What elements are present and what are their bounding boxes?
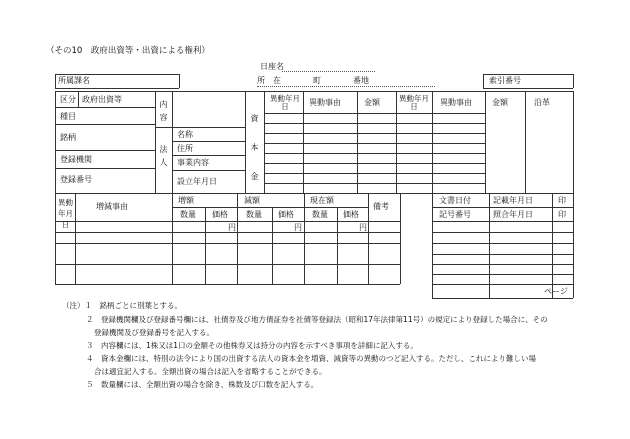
right-block-left — [432, 193, 433, 298]
left-row3 — [55, 150, 155, 151]
houjin-row3 — [172, 170, 245, 171]
cap-v5 — [485, 91, 486, 193]
cap-r3 — [264, 143, 485, 144]
right-mid — [432, 207, 573, 208]
dept-box-right — [179, 74, 180, 88]
low-v5 — [272, 207, 273, 284]
cap-amount2: 金額 — [492, 98, 508, 107]
right-in2: 印 — [558, 210, 566, 219]
low-yen2: 円 — [294, 223, 302, 232]
index-box-bottom — [483, 88, 573, 89]
note-4: ４ 資本金欄には、特別の法令により国の出資する法人の資本金を増資、減資等の異動のつど記入する。ただし、これにより難しい場 — [86, 354, 536, 363]
low-suryo2: 数量 — [246, 210, 262, 219]
cap-r5 — [264, 163, 485, 164]
index-box-top — [483, 74, 573, 75]
index-box-right — [573, 74, 574, 88]
low-head-bottom — [55, 221, 400, 222]
dept-box-top — [55, 74, 179, 75]
right-r3 — [432, 254, 573, 255]
cap-r4 — [264, 153, 485, 154]
low-yen3: 円 — [359, 223, 367, 232]
low-v9 — [400, 193, 401, 284]
note-2: ２ 登録機関欄及び登録番号欄には、社債券及び地方債証券を社債等登録法（昭和17年法律第11号）の規定により登録した場合に、その — [86, 315, 548, 324]
houjin-name: 名称 — [177, 130, 193, 139]
low-bikou: 備考 — [373, 202, 389, 211]
naiyou-right — [172, 91, 173, 193]
cap-v4 — [432, 91, 433, 193]
low-kakaku2: 価格 — [278, 210, 294, 219]
right-shougou: 照合年月日 — [493, 210, 533, 219]
low-kakaku3: 価格 — [343, 210, 359, 219]
dept-box-left — [55, 74, 56, 88]
cap-ido-date: 異動年月日 — [270, 94, 300, 111]
right-kiban: 記号番号 — [439, 210, 471, 219]
right-r5 — [432, 274, 573, 275]
low-v7 — [337, 207, 338, 284]
low-r2 — [55, 243, 400, 244]
houjin-row2 — [172, 155, 245, 156]
low-r3 — [55, 264, 400, 265]
form-title: （その10 政府出資等・出資による権利） — [46, 46, 210, 56]
touroku-bangou-label: 登録番号 — [60, 175, 92, 184]
houjin-row1 — [172, 141, 245, 142]
shumoku-label: 種目 — [60, 112, 76, 121]
cap-v6 — [525, 91, 526, 193]
right-bottom — [432, 298, 573, 299]
dept-box-bottom — [55, 88, 179, 89]
kubun-sep — [78, 91, 79, 107]
low-gen: 減額 — [244, 196, 260, 205]
houjin-address: 住所 — [177, 144, 193, 153]
low-kakaku1: 価格 — [212, 210, 228, 219]
low-ido: 異動年月日 — [58, 198, 73, 229]
right-r4 — [432, 264, 573, 265]
meigara-label: 銘柄 — [60, 133, 76, 142]
houjin-business: 事業内容 — [177, 158, 209, 167]
low-zou: 増額 — [178, 196, 194, 205]
low-v8 — [368, 193, 369, 284]
page-label: ページ — [544, 287, 568, 296]
location-underline — [257, 86, 435, 87]
location-label: 所 在 町 番地 — [257, 76, 369, 85]
account-underline — [282, 71, 375, 72]
cap-r6 — [264, 173, 485, 174]
cap-r7 — [264, 183, 485, 184]
low-r1 — [55, 232, 400, 233]
kubun-value: 政府出資等 — [82, 95, 122, 104]
dept-label: 所属課名 — [58, 76, 90, 85]
cap-amount: 金額 — [364, 98, 380, 107]
houjin-founded: 設立年月日 — [177, 177, 217, 186]
right-head-bottom — [432, 221, 573, 222]
cap-r1 — [264, 123, 485, 124]
low-subhead — [172, 207, 368, 208]
table-bottom — [55, 284, 400, 285]
note-3: ３ 内容欄には、1株又は1口の金額その他株券又は持分の内容を示すべき事項を詳細に記入する。 — [86, 341, 418, 350]
naiyou-label: 内容 — [159, 100, 168, 122]
houjin-label: 法人 — [159, 145, 168, 167]
low-yen1: 円 — [228, 223, 236, 232]
note-2b: 登録機関及び登録番号を記入する。 — [94, 328, 214, 337]
naiyou-bottom — [155, 127, 245, 128]
cap-ido-jiyu: 異動事由 — [309, 98, 341, 107]
low-suryo3: 数量 — [312, 210, 328, 219]
note-5: ５ 数量欄には、全額出資の場合を除き、株数及び口数を記入する。 — [86, 380, 319, 389]
table-top — [55, 91, 573, 92]
note-4b: 合は適宜記入する。全額出資の場合は記入を省略することができる。 — [94, 367, 327, 376]
right-r2 — [432, 243, 573, 244]
table-left — [55, 91, 56, 284]
capital-head-bottom — [264, 113, 485, 114]
shihon-label: 資本金 — [250, 114, 259, 181]
cap-ido-date2: 異動年月日 — [399, 94, 429, 111]
right-kisai: 記載年月日 — [493, 196, 533, 205]
upper-bottom — [55, 193, 573, 194]
low-v1 — [75, 193, 76, 284]
low-v3 — [205, 207, 206, 284]
table-right — [573, 91, 574, 298]
account-label: 日座名 — [260, 62, 284, 71]
right-in: 印 — [558, 196, 566, 205]
left-row2 — [55, 124, 155, 125]
houjin-right — [245, 91, 246, 193]
low-genzai: 現在額 — [310, 196, 334, 205]
shihon-right — [264, 91, 265, 193]
right-r6 — [432, 284, 573, 285]
cap-v2 — [357, 91, 358, 193]
left-block-right — [155, 91, 156, 193]
kubun-label: 区分 — [60, 95, 76, 104]
low-suryo1: 数量 — [180, 210, 196, 219]
low-v11 — [552, 193, 553, 298]
cap-v1 — [303, 91, 304, 193]
touroku-kikan-label: 登録機関 — [60, 155, 92, 164]
index-label: 索引番号 — [489, 76, 521, 85]
index-box-left — [483, 74, 484, 88]
cap-enkaku: 沿革 — [534, 98, 550, 107]
left-row4 — [55, 168, 155, 169]
left-row1 — [55, 107, 155, 108]
low-v10 — [489, 193, 490, 298]
cap-ido-jiyu2: 異動事由 — [440, 98, 472, 107]
note-1: （注）１ 銘柄ごとに別葉とする。 — [62, 301, 182, 310]
cap-r2 — [264, 133, 485, 134]
cap-v3 — [396, 91, 397, 193]
right-r1 — [432, 232, 573, 233]
right-bunsho: 文書日付 — [439, 196, 471, 205]
low-zougen: 増減事由 — [96, 202, 128, 211]
